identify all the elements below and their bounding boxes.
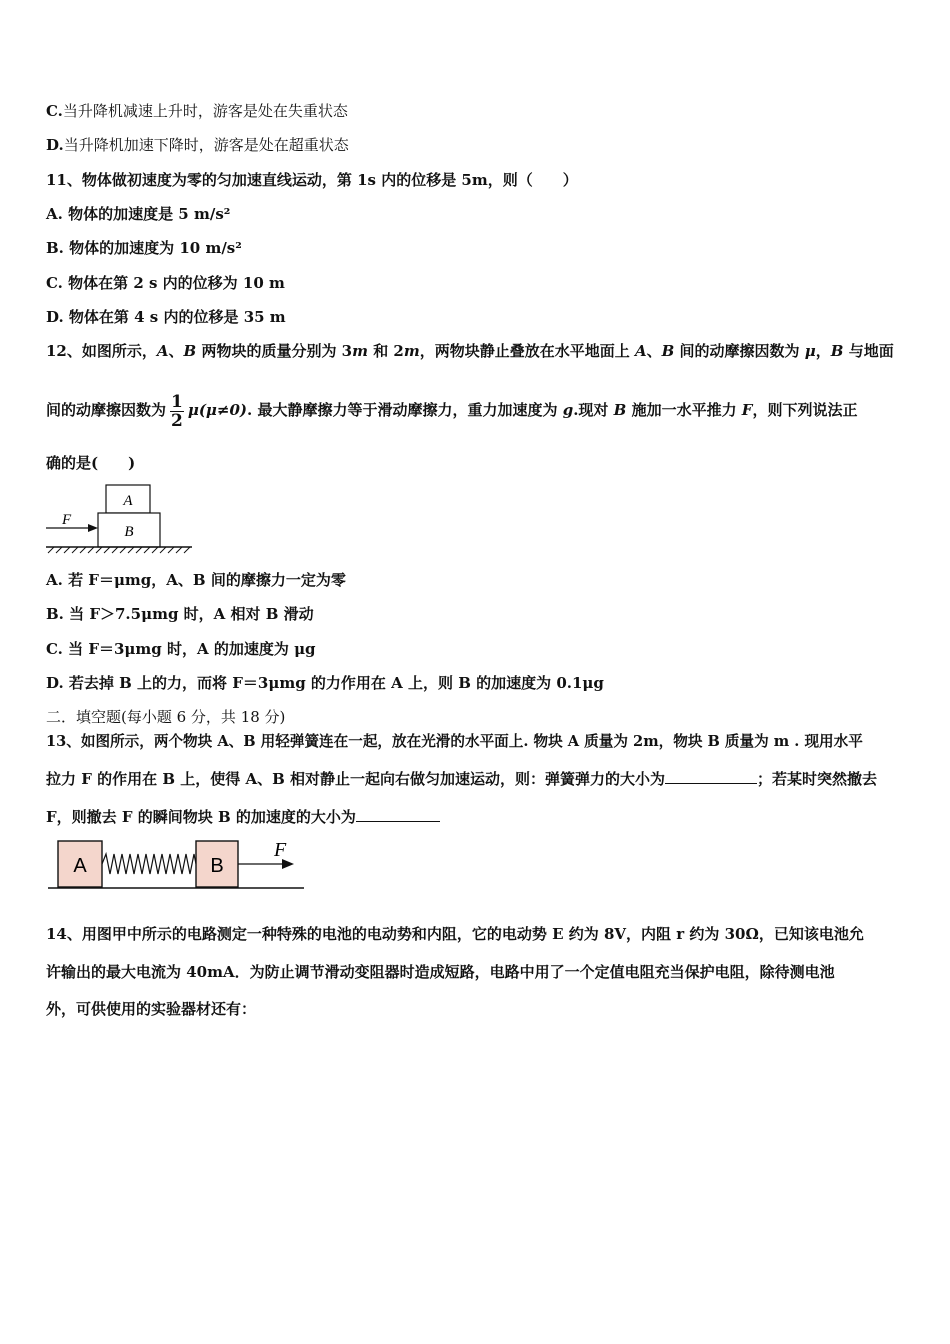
q10-option-c: [46, 100, 348, 122]
q10-option-d-text: 当升降机加速下降时，游客是处在超重状态: [63, 136, 349, 154]
q10-option-c-label: C.: [46, 102, 63, 120]
q13-stem-line1: 13、如图所示，两个物块 A、B 用轻弹簧连在一起，放在光滑的水平面上. 物块 A 质量为 2m，物块 B 质量为 m . 现用水平: [46, 733, 863, 750]
spring: [102, 854, 196, 874]
q13-stem-line3: F，则撤去 F 的瞬间物块 B 的加速度的大小为: [46, 806, 440, 828]
block-b-label: B: [124, 524, 134, 540]
q14-stem-line3: 外，可供使用的实验器材还有：: [46, 1000, 257, 1018]
q12-stem-line1: 12、如图所示，A、B 两物块的质量分别为 3m 和 2m，两物块静止叠放在水平地面上 A、B 间的动摩擦因数为 μ，B 与地面: [46, 342, 894, 360]
block-a-label: A: [123, 493, 133, 509]
force-arrow-head: [88, 524, 98, 532]
q12-option-d: D. 若去掉 B 上的力，而将 F＝3μmg 的力作用在 A 上，则 B 的加速度为 0.1μg: [46, 674, 604, 692]
q14-stem-line2: 许输出的最大电流为 40mA．为防止调节滑动变阻器时造成短路，电路中用了一个定值电阻充当保护电阻，除待测电池: [46, 963, 835, 981]
q11-option-c: C. 物体在第 2 s 内的位移为 10 m: [46, 274, 285, 292]
q10-option-d-label: D.: [46, 136, 64, 154]
q13-spring-blocks-figure: [46, 836, 308, 892]
fraction-one-half: $\frac{1}{2}$: [171, 391, 183, 431]
q12-stem-line3: 确的是( ): [46, 454, 136, 472]
q11-option-a: A. 物体的加速度是 5 m/s²: [46, 205, 231, 223]
block-a-label: A: [73, 855, 87, 877]
force-label: F: [62, 512, 72, 528]
q12-option-a: A. 若 F＝μmg，A、B 间的摩擦力一定为零: [46, 571, 346, 589]
q11-option-b: B. 物体的加速度为 10 m/s²: [46, 239, 242, 257]
block-b-label: B: [210, 855, 224, 877]
q10-option-d: [46, 134, 349, 156]
section-2-title: 二．填空题(每小题 6 分，共 18 分): [46, 708, 286, 726]
q11-stem: 11、物体做初速度为零的匀加速直线运动，第 1s 内的位移是 5m，则（ ）: [46, 171, 578, 189]
q12-stem-line2: 间的动摩擦因数为 $\frac{1}{2}$ μ(μ≠0). 最大静摩擦力等于滑动摩擦力，重力加速度为 g.现对 B 施加一水平推力 F，则下列说法正: [46, 391, 858, 431]
q13-answer-blank-1[interactable]: [665, 769, 757, 784]
q11-option-d: D. 物体在第 4 s 内的位移是 35 m: [46, 308, 286, 326]
q14-stem-line1: 14、用图甲中所示的电路测定一种特殊的电池的电动势和内阻，它的电动势 E 约为 8V，内阻 r 约为 30Ω，已知该电池允: [46, 925, 864, 943]
q12-option-c: C. 当 F＝3μmg 时，A 的加速度为 μg: [46, 640, 316, 658]
q12-option-b: B. 当 F＞7.5μmg 时，A 相对 B 滑动: [46, 605, 314, 623]
ground-hatch: [48, 547, 190, 553]
force-label: F: [274, 839, 287, 861]
q13-stem-line2: 拉力 F 的作用在 B 上，使得 A、B 相对静止一起向右做匀加速运动，则：弹簧弹力的大小为 ；若某时突然撤去: [46, 770, 877, 788]
q13-answer-blank-2[interactable]: [356, 807, 440, 822]
q10-option-c-text: 当升降机减速上升时，游客是处在失重状态: [62, 102, 348, 120]
q12-stacked-blocks-figure: [44, 482, 196, 554]
